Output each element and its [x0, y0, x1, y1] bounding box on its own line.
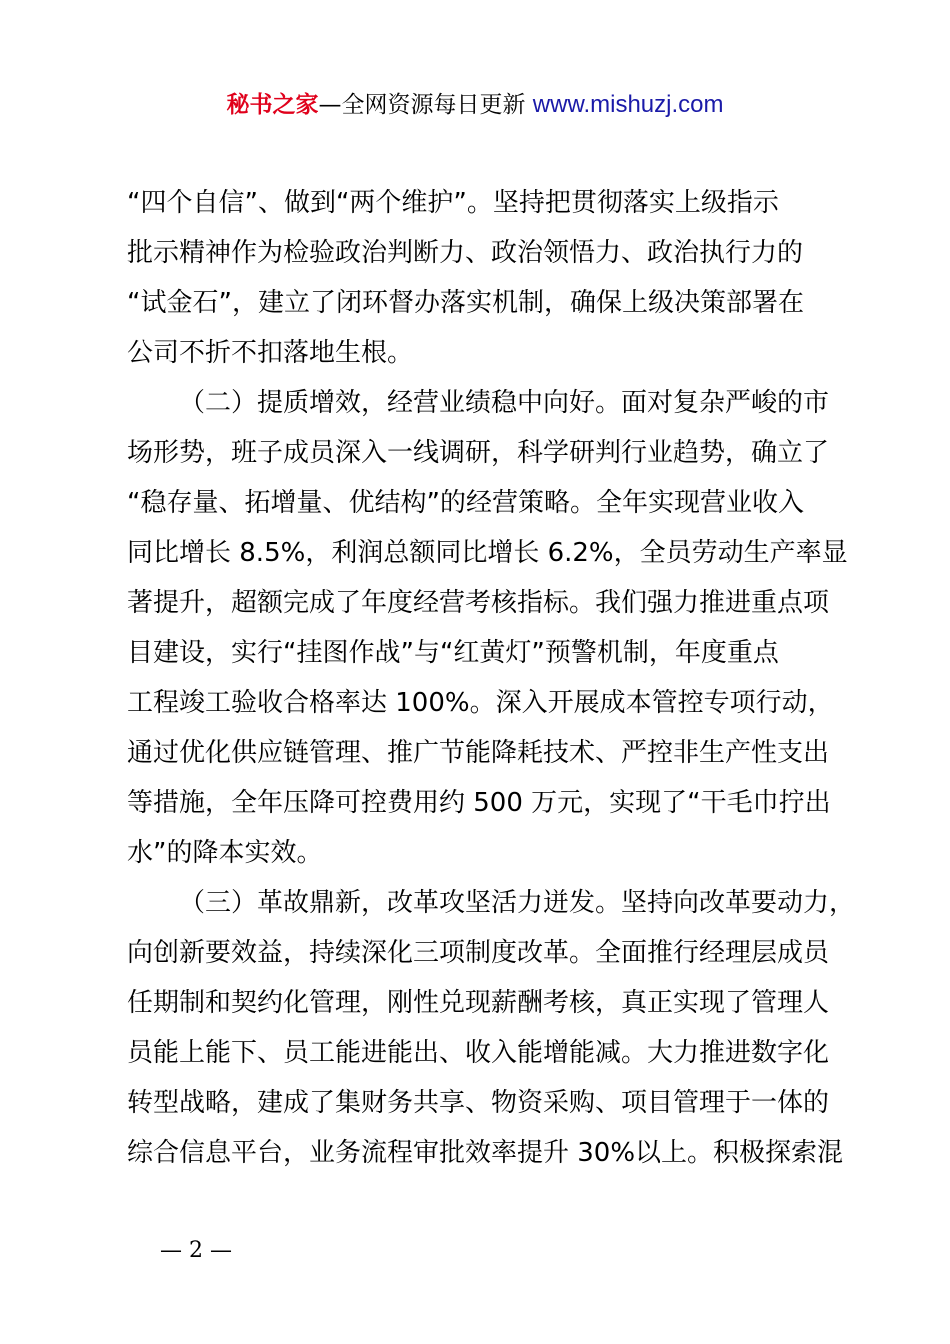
header-tagline: —全网资源每日更新 — [318, 92, 533, 118]
text-line: 同比增长 8.5%，利润总额同比增长 6.2%，全员劳动生产率显 — [127, 538, 848, 568]
paragraph-first-line: （二）提质增效，经营业绩稳中向好。面对复杂严峻的市 — [179, 388, 830, 418]
text-line: 向创新要效益，持续深化三项制度改革。全面推行经理层成员 — [127, 938, 830, 968]
brand-name: 秘书之家 — [226, 92, 319, 118]
page-header — [0, 88, 950, 122]
text-line: 场形势，班子成员深入一线调研，科学研判行业趋势，确立了 — [127, 438, 830, 468]
document-body — [127, 178, 856, 1178]
text-line: 转型战略，建成了集财务共享、物资采购、项目管理于一体的 — [127, 1088, 830, 1118]
page-number: — 2 — — [160, 1238, 232, 1263]
text-line: “试金石”，建立了闭环督办落实机制，确保上级决策部署在 — [127, 288, 804, 318]
text-line: 著提升，超额完成了年度经营考核指标。我们强力推进重点项 — [127, 588, 830, 618]
text-line: 员能上能下、员工能进能出、收入能增能减。大力推进数字化 — [127, 1038, 830, 1068]
text-line: “稳存量、拓增量、优结构”的经营策略。全年实现营业收入 — [127, 488, 804, 518]
text-line: 任期制和契约化管理，刚性兑现薪酬考核，真正实现了管理人 — [127, 988, 830, 1018]
text-line: 工程竣工验收合格率达 100%。深入开展成本管控专项行动， — [127, 688, 834, 718]
text-line: 等措施，全年压降可控费用约 500 万元，实现了“干毛巾拧出 — [127, 788, 831, 818]
text-line: 批示精神作为检验政治判断力、政治领悟力、政治执行力的 — [127, 238, 804, 268]
text-line: 公司不折不扣落地生根。 — [127, 338, 414, 368]
text-line: 综合信息平台，业务流程审批效率提升 30%以上。积极探索混 — [127, 1138, 844, 1168]
text-line: 通过优化供应链管理、推广节能降耗技术、严控非生产性支出 — [127, 738, 830, 768]
site-url-link[interactable]: www.mishuzj.com — [532, 91, 724, 118]
text-line: 目建设，实行“挂图作战”与“红黄灯”预警机制，年度重点 — [127, 638, 779, 668]
text-line: “四个自信”、做到“两个维护”。坚持把贯彻落实上级指示 — [127, 188, 779, 218]
text-line: 水”的降本实效。 — [127, 838, 323, 868]
paragraph-first-line: （三）革故鼎新，改革攻坚活力迸发。坚持向改革要动力， — [179, 888, 856, 918]
